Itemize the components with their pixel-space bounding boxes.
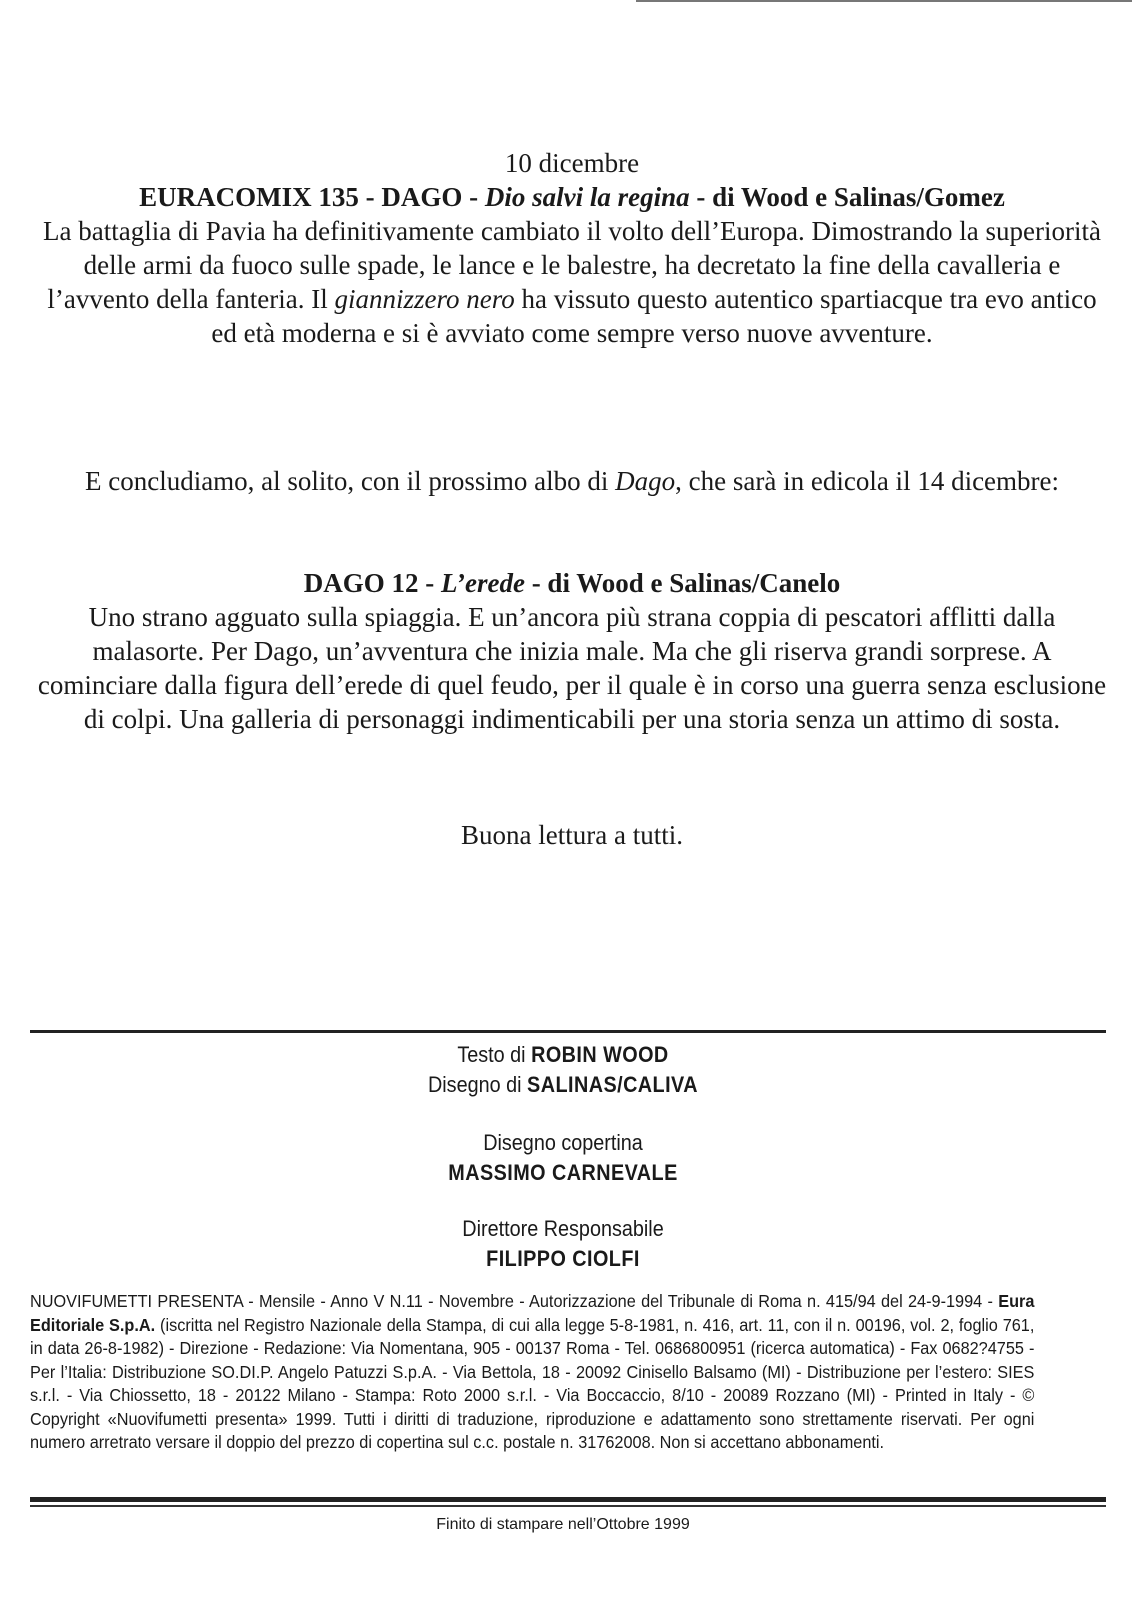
- closing-italic: Dago: [615, 466, 676, 496]
- imprint-part1: NUOVIFUMETTI PRESENTA - Mensile - Anno V N.11 - Novembre - Autorizzazione del Tribunale di Roma n. 415/94 del 24-9-1994 -: [30, 1291, 999, 1311]
- dago12-series: DAGO 12 -: [303, 568, 435, 598]
- credit-cover-label: Disegno copertina: [483, 1130, 643, 1155]
- credit-text-label: Testo di: [457, 1042, 526, 1067]
- euracomix-title: Dio salvi la regina: [484, 182, 690, 212]
- credits-cover: [326, 1128, 799, 1188]
- credit-cover-name: MASSIMO CARNEVALE: [448, 1160, 678, 1185]
- imprint-publisher: Eura Editoriale S.p.A.: [30, 1291, 1035, 1335]
- top-edge-rule: [636, 0, 1132, 2]
- closing-paragraph: [36, 464, 1108, 498]
- bottom-divider-thick: [30, 1497, 1106, 1502]
- euracomix-desc-part1: La battaglia di Pavia ha definitivamente cambiato il volto dell’Europa. Dimostrando la superiorità delle armi da fuoco sulle spade, le lance e le balestre, ha decretato la fine della cavalleria e l’avvento della fanteria. Il: [43, 216, 1101, 314]
- credits-director: [326, 1214, 799, 1274]
- bottom-divider-thin: [30, 1505, 1106, 1507]
- credit-director-name: FILIPPO CIOLFI: [486, 1246, 640, 1271]
- closing-part2: , che sarà in edicola il 14 dicembre:: [675, 466, 1060, 496]
- euracomix-description: [36, 214, 1108, 350]
- closing-part1: E concludiamo, al solito, con il prossimo albo di: [84, 466, 616, 496]
- euracomix-series: EURACOMIX 135 - DAGO -: [139, 182, 479, 212]
- legal-imprint: [30, 1290, 1034, 1455]
- credit-drawing-label: Disegno di: [427, 1072, 522, 1097]
- sign-off: Buona lettura a tutti.: [461, 820, 683, 850]
- euracomix-desc-part2: ha vissuto questo autentico spartiacque tra evo antico ed età moderna e si è avviato come sempre verso nuove avventure.: [211, 284, 1097, 348]
- credit-text-name: ROBIN WOOD: [531, 1042, 669, 1067]
- credit-director-label: Direttore Responsabile: [462, 1216, 664, 1241]
- credit-drawing-line: [326, 1070, 799, 1100]
- euracomix-desc-italic: giannizzero nero: [334, 284, 515, 314]
- credits-divider: [30, 1030, 1106, 1033]
- date-line: 10 dicembre: [504, 148, 640, 178]
- dago12-title: L’erede: [440, 568, 525, 598]
- imprint-part2: (iscritta nel Registro Nazionale della Stampa, di cui alla legge 5-8-1981, n. 416, art. 11, con il n. 00196, vol. 2, foglio 761, in data 26-8-1982) - Direzione - Redazione: Via Nomentana, 905 - 00137 Roma - Tel. 0686800951 (ricerca automatica) - Fax 0682?4755 - Per l’Italia: Distribuzione SO.DI.P. Angelo Patuzzi S.p.A. - Via Bettola, 18 - 20092 Cinisello Balsamo (MI) - Distribuzione per l’estero: SIES s.r.l. - Via Chiossetto, 18 - 20122 Milano - Stampa: Roto 2000 s.r.l. - Via Boccaccio, 8/10 - 20089 Rozzano (MI) - Printed in Italy - © Copyright «Nuovifumetti presenta» 1999. Tutti i diritti di traduzione, riproduzione e adattamento sono strettamente riservati. Per ogni numero arretrato versare il doppio del prezzo di copertina sul c.c. postale n. 31762008. Non si accettano abbonamenti.: [30, 1314, 1035, 1452]
- credit-drawing-name: SALINAS/CALIVA: [527, 1072, 698, 1097]
- credits-authors: [326, 1040, 799, 1100]
- euracomix-heading: [36, 180, 1108, 214]
- dago12-authors: - di Wood e Salinas/Canelo: [531, 568, 841, 598]
- printing-date: Finito di stampare nell’Ottobre 1999: [436, 1516, 690, 1533]
- euracomix-authors: - di Wood e Salinas/Gomez: [696, 182, 1005, 212]
- credit-text-line: [326, 1040, 799, 1070]
- dago12-description: Uno strano agguato sulla spiaggia. E un’ancora più strana coppia di pescatori afflitti dalla malasorte. Per Dago, un’avventura che inizia male. Ma che gli riserva grandi sorprese. A cominciare dalla figura dell’erede di quel feudo, per il quale è in corso una guerra senza esclusione di colpi. Una galleria di personaggi indimenticabili per una storia senza un attimo di sosta.: [37, 602, 1107, 734]
- dago12-heading: [36, 566, 1108, 600]
